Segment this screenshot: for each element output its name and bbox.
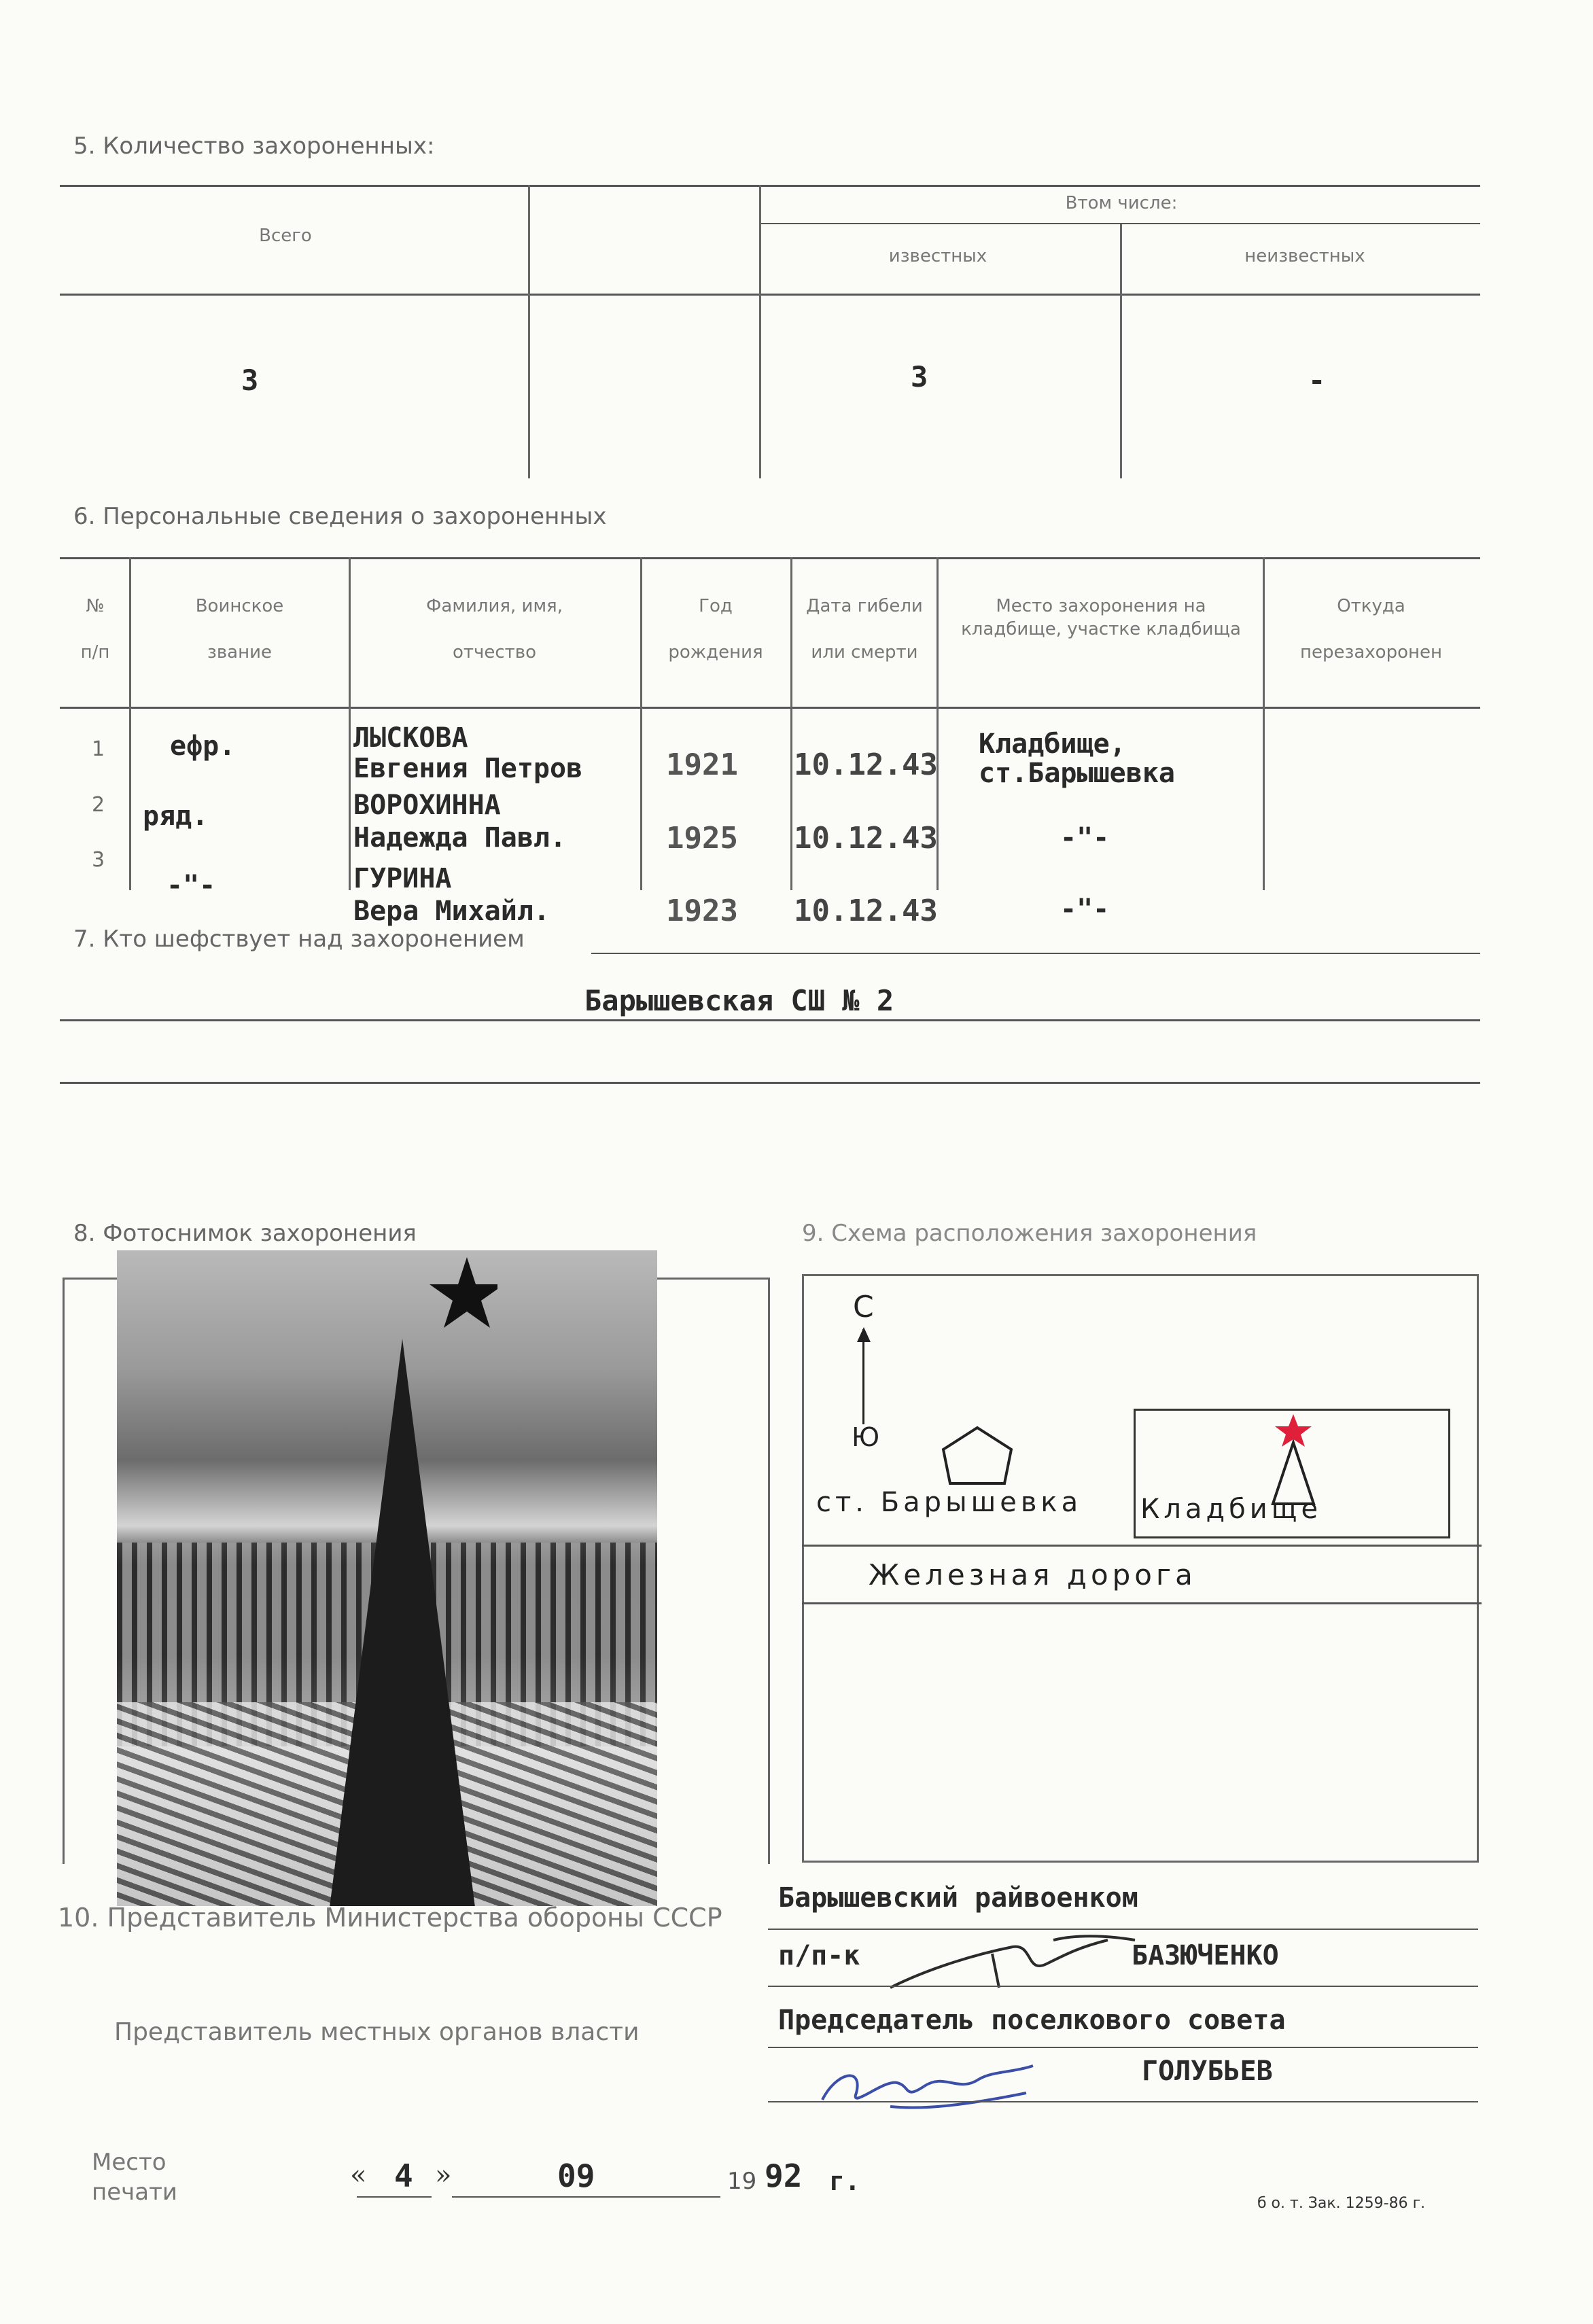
local-org: Председатель поселкового совета	[778, 2005, 1286, 2036]
mod-name: БАЗЮЧЕНКО	[1132, 1940, 1279, 1971]
row-3-year: 1923	[666, 894, 738, 928]
date-year-suffix: 92	[765, 2158, 803, 2194]
south-label: Ю	[852, 1422, 884, 1452]
date-g: г.	[829, 2166, 860, 2196]
cemetery-label: Кладбище	[1140, 1494, 1323, 1525]
col-total-header: Всего	[259, 226, 312, 246]
date-day: 4	[394, 2158, 413, 2194]
row-1-place-1: Кладбище,	[979, 728, 1126, 760]
row-3-given: Вера Михайл.	[353, 896, 550, 927]
date-month-underline	[452, 2196, 720, 2198]
table5-vline-1	[528, 185, 530, 478]
railway-bottom-line	[802, 1602, 1482, 1604]
total-value: 3	[241, 364, 259, 397]
section7-underline-1	[591, 953, 1480, 954]
stamp-place: Место печати	[92, 2149, 177, 2206]
date-quote-open: «	[350, 2160, 367, 2191]
section8-title: 8. Фотоснимок захоронения	[73, 1220, 417, 1247]
hdr-from: Откуда перезахоронен	[1300, 596, 1442, 663]
table6-top-rule	[60, 557, 1480, 559]
section10-title: 10. Представитель Министерства обороны СССР	[58, 1903, 722, 1933]
table6-vline-4	[790, 557, 792, 890]
row-2-surname: ВОРОХИННА	[353, 790, 501, 821]
col-including-header: Втом числе:	[1065, 193, 1178, 213]
compass-line	[862, 1329, 864, 1424]
table5-vline-3	[1120, 224, 1122, 478]
table5-mid-rule	[60, 294, 1480, 296]
hdr-rank: Воинское звание	[195, 596, 284, 663]
mod-rank: п/п-к	[778, 1940, 860, 1971]
hdr-name: Фамилия, имя, отчество	[426, 596, 563, 663]
table6-vline-3	[640, 557, 642, 890]
row-1-year: 1921	[666, 747, 738, 782]
photo-star-icon	[321, 1250, 497, 1359]
hdr-date: Дата гибели или смерти	[806, 596, 923, 663]
section7-underline-2	[60, 1019, 1480, 1021]
section5-title: 5. Количество захороненных:	[73, 133, 435, 160]
north-arrow-icon	[857, 1327, 871, 1342]
table6-header-rule	[60, 707, 1480, 709]
mod-org: Барышевский райвоенком	[778, 1882, 1138, 1914]
row-1-date: 10.12.43	[794, 747, 938, 782]
section7-underline-3	[60, 1082, 1480, 1084]
table5-top-rule	[60, 185, 1480, 187]
local-name: ГОЛУБЬЕВ	[1142, 2056, 1273, 2087]
mod-signature	[877, 1926, 1149, 2001]
row-1-surname: ЛЫСКОВА	[353, 722, 468, 754]
row-2-given: Надежда Павл.	[353, 822, 567, 853]
scheme-frame	[802, 1274, 1479, 1863]
local-signature	[809, 2045, 1053, 2120]
section9-title: 9. Схема расположения захоронения	[802, 1220, 1257, 1247]
row-3-date: 10.12.43	[794, 894, 938, 928]
burial-photo	[117, 1250, 657, 1906]
unknown-value: -	[1308, 364, 1326, 397]
date-day-underline	[357, 2196, 432, 2198]
row-1-place-2: ст.Барышевка	[979, 758, 1175, 789]
col-known-header: известных	[888, 246, 987, 266]
hdr-year: Год рождения	[668, 596, 763, 663]
date-quote-close: »	[435, 2160, 452, 2191]
known-value: 3	[911, 360, 928, 393]
station-label: ст. Барышевка	[816, 1487, 1083, 1518]
station-building-icon	[936, 1422, 1018, 1490]
row-2-place: -"-	[1060, 822, 1110, 853]
row-1-rank: ефр.	[170, 730, 236, 762]
row-1-given: Евгения Петров	[353, 753, 583, 784]
railway-label: Железная дорога	[869, 1558, 1197, 1591]
section10-line-4	[768, 2101, 1478, 2102]
row-1-num: 1	[92, 737, 105, 761]
section10-line-2	[768, 1986, 1478, 1987]
section6-title: 6. Персональные сведения о захороненных	[73, 503, 607, 530]
table6-vline-1	[129, 557, 131, 890]
date-year-prefix: 19	[727, 2168, 757, 2195]
local-authority-label: Представитель местных органов власти	[114, 2018, 640, 2046]
row-2-year: 1925	[666, 821, 738, 856]
row-3-surname: ГУРИНА	[353, 863, 452, 894]
sponsor-value: Барышевская СШ № 2	[584, 984, 894, 1017]
row-2-num: 2	[92, 793, 105, 817]
north-label: С	[853, 1290, 878, 1324]
printer-mark: б о. т. Зак. 1259-86 г.	[1257, 2195, 1426, 2212]
table6-vline-2	[349, 557, 351, 890]
col-unknown-header: неизвестных	[1244, 246, 1365, 266]
hdr-place: Место захоронения на кладбище, участке кладбища	[961, 596, 1241, 639]
row-3-rank: -"-	[167, 870, 216, 901]
photo-obelisk	[328, 1339, 477, 1906]
date-month: 09	[557, 2158, 595, 2194]
hdr-num: № п/п	[80, 596, 110, 663]
row-3-place: -"-	[1060, 894, 1110, 925]
section7-title: 7. Кто шефствует над захоронением	[73, 926, 525, 953]
row-2-date: 10.12.43	[794, 821, 938, 856]
row-2-rank: ряд.	[143, 800, 209, 832]
railway-top-line	[802, 1545, 1482, 1547]
table5-vline-2	[759, 185, 761, 478]
row-3-num: 3	[92, 848, 105, 872]
table6-vline-6	[1263, 557, 1265, 890]
